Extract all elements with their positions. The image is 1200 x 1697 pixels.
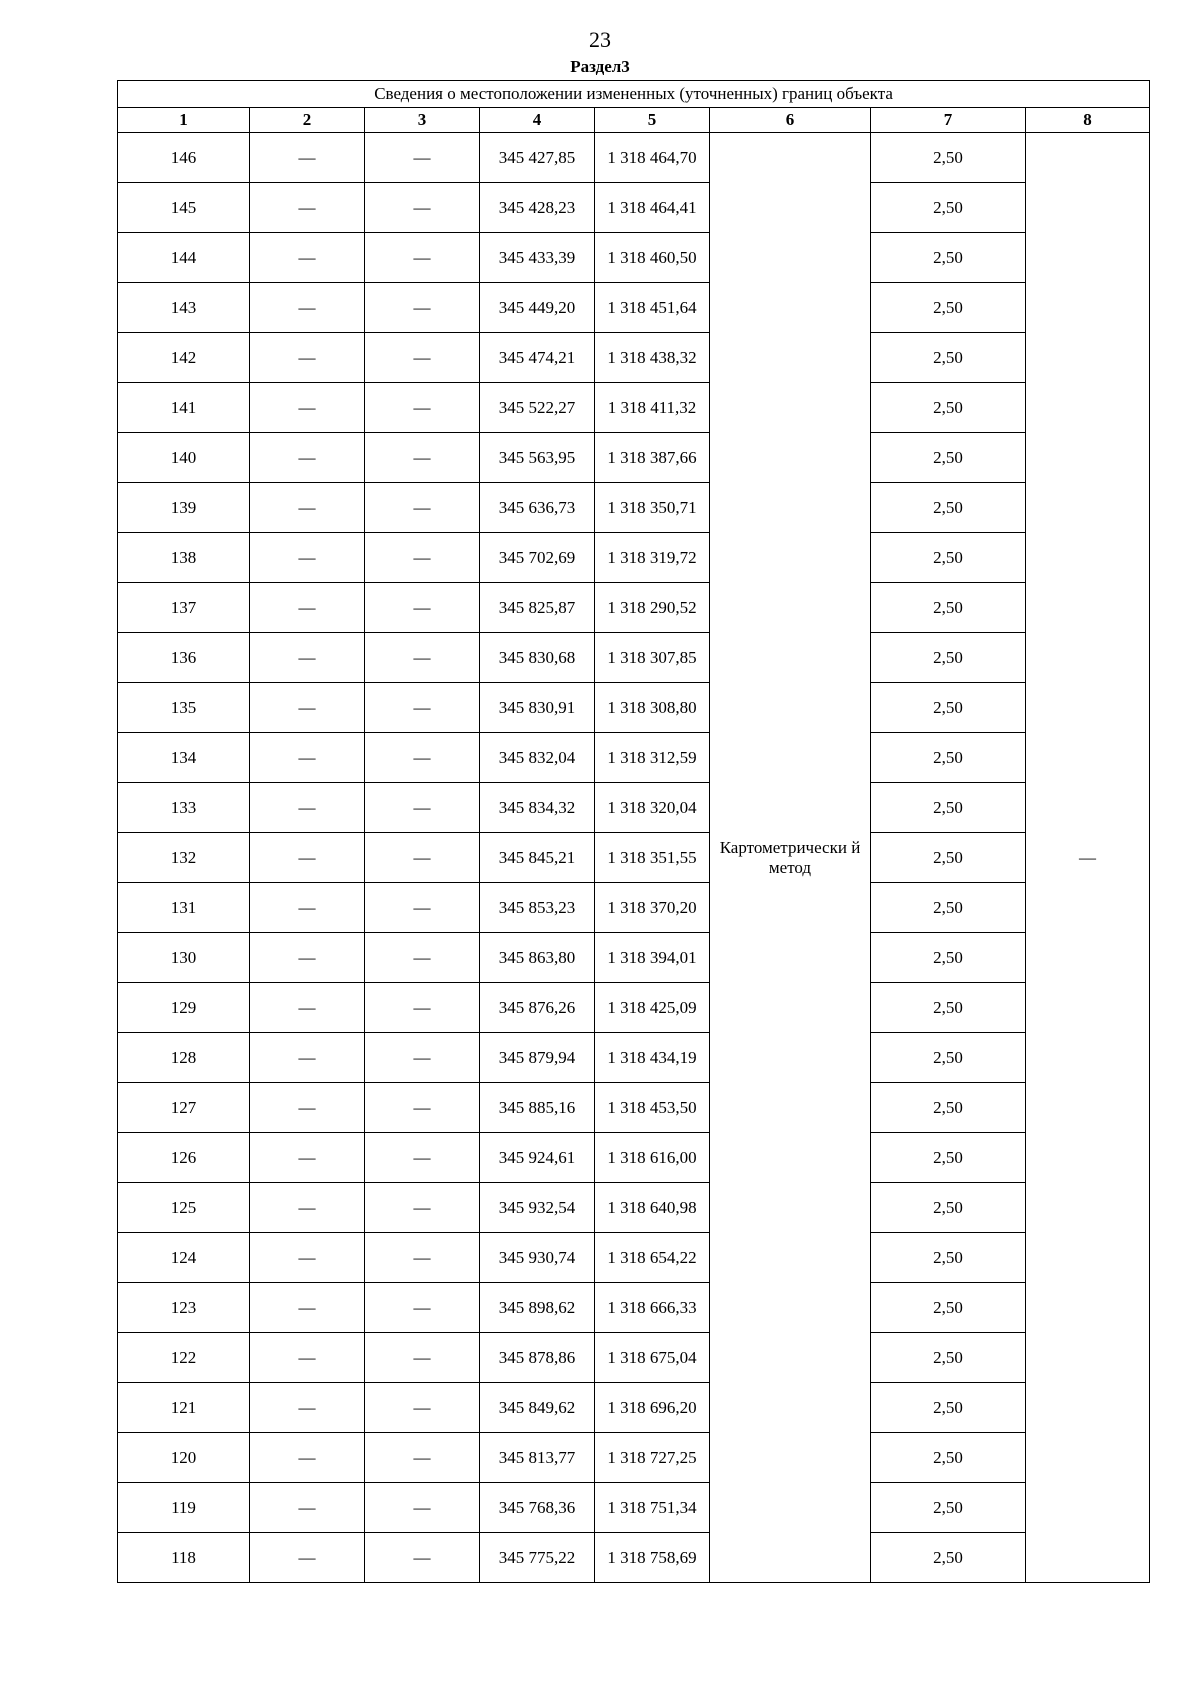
accuracy-cell: 2,50 [871,1233,1026,1283]
column-2-cell: — [250,1333,365,1383]
column-3-cell: — [365,783,480,833]
column-number-5: 5 [595,108,710,133]
column-3-cell: — [365,583,480,633]
accuracy-cell: 2,50 [871,783,1026,833]
column-3-cell: — [365,1433,480,1483]
accuracy-cell: 2,50 [871,833,1026,883]
x-coordinate-cell: 345 932,54 [480,1183,595,1233]
column-3-cell: — [365,983,480,1033]
column-3-cell: — [365,1283,480,1333]
table-row [118,1133,1150,1183]
column-2-cell: — [250,633,365,683]
x-coordinate-cell: 345 636,73 [480,483,595,533]
accuracy-cell: 2,50 [871,683,1026,733]
column-2-cell: — [250,133,365,183]
y-coordinate-cell: 1 318 696,20 [595,1383,710,1433]
table-row [118,1233,1150,1283]
column-2-cell: — [250,1283,365,1333]
x-coordinate-cell: 345 433,39 [480,233,595,283]
column-3-cell: — [365,1483,480,1533]
x-coordinate-cell: 345 924,61 [480,1133,595,1183]
column-3-cell: — [365,133,480,183]
x-coordinate-cell: 345 898,62 [480,1283,595,1333]
column-number-7: 7 [871,108,1026,133]
y-coordinate-cell: 1 318 312,59 [595,733,710,783]
column-2-cell: — [250,1033,365,1083]
column-3-cell: — [365,1183,480,1233]
column-2-cell: — [250,1433,365,1483]
column-2-cell: — [250,583,365,633]
x-coordinate-cell: 345 775,22 [480,1533,595,1583]
accuracy-cell: 2,50 [871,1033,1026,1083]
accuracy-cell: 2,50 [871,1383,1026,1433]
table-row [118,383,1150,433]
table-row [118,683,1150,733]
column-2-cell: — [250,1483,365,1533]
y-coordinate-cell: 1 318 319,72 [595,533,710,583]
y-coordinate-cell: 1 318 434,19 [595,1033,710,1083]
x-coordinate-cell: 345 878,86 [480,1333,595,1383]
y-coordinate-cell: 1 318 654,22 [595,1233,710,1283]
y-coordinate-cell: 1 318 464,70 [595,133,710,183]
x-coordinate-cell: 345 930,74 [480,1233,595,1283]
column-3-cell: — [365,1533,480,1583]
x-coordinate-cell: 345 768,36 [480,1483,595,1533]
table-row [118,883,1150,933]
y-coordinate-cell: 1 318 640,98 [595,1183,710,1233]
accuracy-cell: 2,50 [871,1083,1026,1133]
column-number-2: 2 [250,108,365,133]
x-coordinate-cell: 345 813,77 [480,1433,595,1483]
column-2-cell: — [250,1233,365,1283]
column-2-cell: — [250,683,365,733]
column-3-cell: — [365,683,480,733]
column-2-cell: — [250,883,365,933]
table-row [118,433,1150,483]
point-number-cell: 120 [118,1433,250,1483]
point-number-cell: 134 [118,733,250,783]
column-3-cell: — [365,383,480,433]
x-coordinate-cell: 345 428,23 [480,183,595,233]
point-number-cell: 129 [118,983,250,1033]
point-number-cell: 124 [118,1233,250,1283]
y-coordinate-cell: 1 318 387,66 [595,433,710,483]
x-coordinate-cell: 345 702,69 [480,533,595,583]
column-2-cell: — [250,983,365,1033]
accuracy-cell: 2,50 [871,1483,1026,1533]
column-2-cell: — [250,1533,365,1583]
accuracy-cell: 2,50 [871,1183,1026,1233]
x-coordinate-cell: 345 832,04 [480,733,595,783]
table-row [118,783,1150,833]
point-number-cell: 141 [118,383,250,433]
y-coordinate-cell: 1 318 616,00 [595,1133,710,1183]
table-row [118,483,1150,533]
section-title: Раздел3 [570,57,630,76]
table-row [118,1183,1150,1233]
x-coordinate-cell: 345 427,85 [480,133,595,183]
column-8-cell: — [1026,133,1150,1583]
x-coordinate-cell: 345 449,20 [480,283,595,333]
y-coordinate-cell: 1 318 675,04 [595,1333,710,1383]
table-row [118,1333,1150,1383]
column-3-cell: — [365,533,480,583]
point-number-cell: 121 [118,1383,250,1433]
column-2-cell: — [250,283,365,333]
y-coordinate-cell: 1 318 460,50 [595,233,710,283]
accuracy-cell: 2,50 [871,133,1026,183]
accuracy-cell: 2,50 [871,983,1026,1033]
point-number-cell: 123 [118,1283,250,1333]
accuracy-cell: 2,50 [871,1283,1026,1333]
accuracy-cell: 2,50 [871,1133,1026,1183]
column-2-cell: — [250,233,365,283]
y-coordinate-cell: 1 318 425,09 [595,983,710,1033]
point-number-cell: 133 [118,783,250,833]
column-3-cell: — [365,1333,480,1383]
point-number-cell: 130 [118,933,250,983]
point-number-cell: 128 [118,1033,250,1083]
accuracy-cell: 2,50 [871,883,1026,933]
column-2-cell: — [250,183,365,233]
column-3-cell: — [365,1383,480,1433]
column-3-cell: — [365,283,480,333]
x-coordinate-cell: 345 853,23 [480,883,595,933]
point-number-cell: 142 [118,333,250,383]
accuracy-cell: 2,50 [871,1333,1026,1383]
x-coordinate-cell: 345 885,16 [480,1083,595,1133]
column-3-cell: — [365,183,480,233]
table-row [118,233,1150,283]
y-coordinate-cell: 1 318 351,55 [595,833,710,883]
column-2-cell: — [250,733,365,783]
x-coordinate-cell: 345 830,91 [480,683,595,733]
point-number-cell: 119 [118,1483,250,1533]
column-number-8: 8 [1026,108,1150,133]
table-row [118,583,1150,633]
table-row [118,183,1150,233]
y-coordinate-cell: 1 318 394,01 [595,933,710,983]
column-number-1: 1 [118,108,250,133]
point-number-cell: 146 [118,133,250,183]
x-coordinate-cell: 345 849,62 [480,1383,595,1433]
column-number-3: 3 [365,108,480,133]
column-3-cell: — [365,933,480,983]
column-3-cell: — [365,1083,480,1133]
table-row [118,533,1150,583]
point-number-cell: 139 [118,483,250,533]
page-number: 23 [589,27,611,52]
point-number-cell: 136 [118,633,250,683]
column-number-row [118,108,1150,133]
y-coordinate-cell: 1 318 751,34 [595,1483,710,1533]
y-coordinate-cell: 1 318 451,64 [595,283,710,333]
accuracy-cell: 2,50 [871,583,1026,633]
point-number-cell: 126 [118,1133,250,1183]
column-3-cell: — [365,833,480,883]
point-number-cell: 143 [118,283,250,333]
point-number-cell: 131 [118,883,250,933]
y-coordinate-cell: 1 318 464,41 [595,183,710,233]
table-body [118,133,1150,1583]
y-coordinate-cell: 1 318 308,80 [595,683,710,733]
accuracy-cell: 2,50 [871,433,1026,483]
table-row [118,1283,1150,1333]
table-row [118,1033,1150,1083]
column-2-cell: — [250,383,365,433]
point-number-cell: 140 [118,433,250,483]
column-2-cell: — [250,933,365,983]
column-3-cell: — [365,1233,480,1283]
column-number-4: 4 [480,108,595,133]
column-3-cell: — [365,1133,480,1183]
x-coordinate-cell: 345 834,32 [480,783,595,833]
column-2-cell: — [250,483,365,533]
accuracy-cell: 2,50 [871,333,1026,383]
table-row [118,1083,1150,1133]
column-3-cell: — [365,433,480,483]
x-coordinate-cell: 345 863,80 [480,933,595,983]
table-row [118,1383,1150,1433]
y-coordinate-cell: 1 318 307,85 [595,633,710,683]
accuracy-cell: 2,50 [871,1533,1026,1583]
y-coordinate-cell: 1 318 727,25 [595,1433,710,1483]
point-number-cell: 137 [118,583,250,633]
accuracy-cell: 2,50 [871,733,1026,783]
y-coordinate-cell: 1 318 438,32 [595,333,710,383]
point-number-cell: 132 [118,833,250,883]
column-2-cell: — [250,333,365,383]
x-coordinate-cell: 345 879,94 [480,1033,595,1083]
accuracy-cell: 2,50 [871,483,1026,533]
y-coordinate-cell: 1 318 320,04 [595,783,710,833]
x-coordinate-cell: 345 522,27 [480,383,595,433]
x-coordinate-cell: 345 876,26 [480,983,595,1033]
table-row [118,933,1150,983]
table-row [118,1483,1150,1533]
point-number-cell: 145 [118,183,250,233]
y-coordinate-cell: 1 318 290,52 [595,583,710,633]
accuracy-cell: 2,50 [871,283,1026,333]
point-number-cell: 127 [118,1083,250,1133]
x-coordinate-cell: 345 825,87 [480,583,595,633]
table-row [118,283,1150,333]
point-number-cell: 135 [118,683,250,733]
column-3-cell: — [365,1033,480,1083]
x-coordinate-cell: 345 845,21 [480,833,595,883]
accuracy-cell: 2,50 [871,233,1026,283]
point-number-cell: 125 [118,1183,250,1233]
method-cell: Картометрически й метод [710,133,871,1583]
x-coordinate-cell: 345 474,21 [480,333,595,383]
table-row [118,833,1150,883]
column-2-cell: — [250,1133,365,1183]
accuracy-cell: 2,50 [871,633,1026,683]
column-2-cell: — [250,433,365,483]
point-number-cell: 144 [118,233,250,283]
point-number-cell: 118 [118,1533,250,1583]
point-number-cell: 138 [118,533,250,583]
table-row [118,1433,1150,1483]
column-2-cell: — [250,533,365,583]
y-coordinate-cell: 1 318 758,69 [595,1533,710,1583]
table-row [118,983,1150,1033]
column-3-cell: — [365,483,480,533]
point-number-cell: 122 [118,1333,250,1383]
column-2-cell: — [250,1383,365,1433]
column-2-cell: — [250,833,365,883]
y-coordinate-cell: 1 318 370,20 [595,883,710,933]
table-row [118,733,1150,783]
x-coordinate-cell: 345 830,68 [480,633,595,683]
accuracy-cell: 2,50 [871,183,1026,233]
column-3-cell: — [365,333,480,383]
y-coordinate-cell: 1 318 666,33 [595,1283,710,1333]
column-3-cell: — [365,733,480,783]
table-row [118,1533,1150,1583]
column-2-cell: — [250,1083,365,1133]
accuracy-cell: 2,50 [871,383,1026,433]
accuracy-cell: 2,50 [871,1433,1026,1483]
y-coordinate-cell: 1 318 350,71 [595,483,710,533]
x-coordinate-cell: 345 563,95 [480,433,595,483]
column-3-cell: — [365,233,480,283]
column-3-cell: — [365,883,480,933]
table-row [118,633,1150,683]
column-2-cell: — [250,783,365,833]
table-caption: Сведения о местоположении измененных (уточненных) границ объекта [118,81,1150,108]
y-coordinate-cell: 1 318 453,50 [595,1083,710,1133]
table-row [118,133,1150,183]
accuracy-cell: 2,50 [871,533,1026,583]
table-row [118,333,1150,383]
y-coordinate-cell: 1 318 411,32 [595,383,710,433]
column-2-cell: — [250,1183,365,1233]
accuracy-cell: 2,50 [871,933,1026,983]
column-3-cell: — [365,633,480,683]
column-number-6: 6 [710,108,871,133]
boundary-coordinates-table [117,80,1150,1583]
